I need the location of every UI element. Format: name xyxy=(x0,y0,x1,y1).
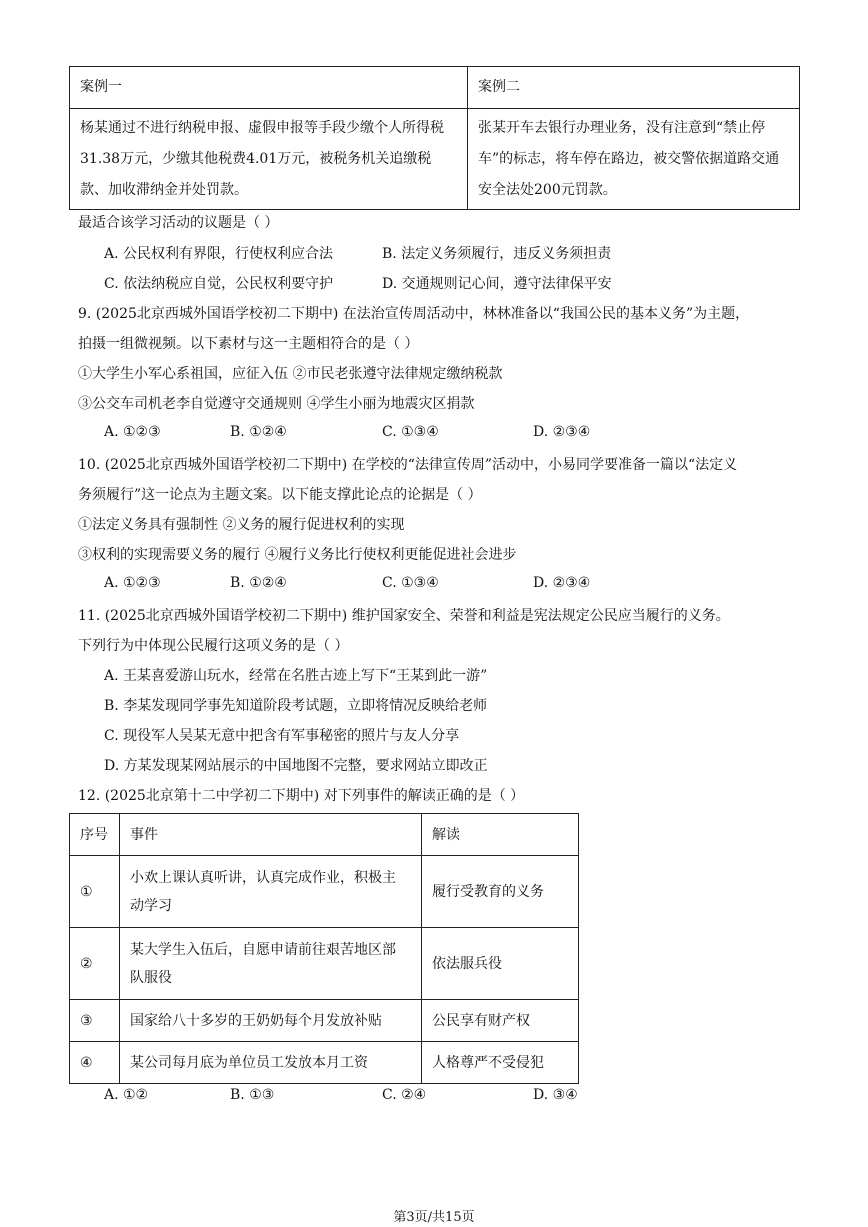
row-number: ② xyxy=(70,928,120,1000)
q9-items-line1: ①大学生小军心系祖国，应征入伍 ②市民老张遵守法律规定缴纳税款 xyxy=(78,366,503,382)
row-number: ④ xyxy=(70,1042,120,1084)
q12-option-c: C. ②④ xyxy=(382,1087,427,1103)
row-event xyxy=(120,856,422,928)
q9-stem-line1: 9. (2025北京西城外国语学校初二下期中) 在法治宣传周活动中，林林准备以“我国公民的基本义务”为主题， xyxy=(78,306,750,322)
q9-option-a: A. ①②③ xyxy=(104,424,161,440)
q12-stem: 12. (2025北京第十二中学初二下期中) 对下列事件的解读正确的是（ ） xyxy=(78,788,525,804)
q11-stem-line1: 11. (2025北京西城外国语学校初二下期中) 维护国家安全、荣誉和利益是宪法规定公民应当履行的义务。 xyxy=(78,608,730,624)
row-event: 某公司每月底为单位员工发放本月工资 xyxy=(120,1042,422,1084)
case-header-1: 案例一 xyxy=(70,67,468,109)
case-2-text: 张某开车去银行办理业务，没有注意到“禁止停车”的标志，将车停在路边，被交警依据道路交通安全法处200元罚款。 xyxy=(468,109,800,210)
row-reading: 公民享有财产权 xyxy=(422,1000,579,1042)
q9-items-line2: ③公交车司机老李自觉遵守交通规则 ④学生小丽为地震灾区捐款 xyxy=(78,396,475,412)
q12-option-b: B. ①③ xyxy=(230,1087,275,1103)
event-table xyxy=(69,813,579,1084)
q9-option-c: C. ①③④ xyxy=(382,424,439,440)
row-number: ① xyxy=(70,856,120,928)
q11-stem-line2: 下列行为中体现公民履行这项义务的是（ ） xyxy=(78,638,349,654)
q8-option-d: D. 交通规则记心间，遵守法律保平安 xyxy=(382,276,612,292)
event-table-header-reading: 解读 xyxy=(422,814,579,856)
q10-stem-line1: 10. (2025北京西城外国语学校初二下期中) 在学校的“法律宣传周”活动中，小易同学要准备一篇以“法定义 xyxy=(78,457,738,473)
table-row xyxy=(70,1042,579,1084)
row-event xyxy=(120,928,422,1000)
row-reading: 人格尊严不受侵犯 xyxy=(422,1042,579,1084)
event-table-header-no: 序号 xyxy=(70,814,120,856)
q12-option-a: A. ①② xyxy=(104,1087,149,1103)
table-row xyxy=(70,1000,579,1042)
q10-items-line2: ③权利的实现需要义务的履行 ④履行义务比行使权利更能促进社会进步 xyxy=(78,547,517,563)
row-event-line: 动学习 xyxy=(130,897,172,914)
q11-option-a: A. 王某喜爱游山玩水，经常在名胜古迹上写下“王某到此一游” xyxy=(104,668,488,684)
q8-option-c: C. 依法纳税应自觉，公民权利要守护 xyxy=(104,276,334,292)
q10-option-d: D. ②③④ xyxy=(533,575,591,591)
case-table xyxy=(69,66,800,210)
table-row xyxy=(70,928,579,1000)
q10-option-a: A. ①②③ xyxy=(104,575,161,591)
row-number: ③ xyxy=(70,1000,120,1042)
q10-option-c: C. ①③④ xyxy=(382,575,439,591)
row-event-line: 小欢上课认真听讲，认真完成作业，积极主 xyxy=(130,869,396,886)
case-header-2: 案例二 xyxy=(468,67,800,109)
row-reading: 依法服兵役 xyxy=(422,928,579,1000)
q8-option-b: B. 法定义务须履行，违反义务须担责 xyxy=(382,246,612,262)
event-table-header-event: 事件 xyxy=(120,814,422,856)
row-event-line: 某大学生入伍后，自愿申请前往艰苦地区部 xyxy=(130,941,396,958)
row-event: 国家给八十多岁的王奶奶每个月发放补贴 xyxy=(120,1000,422,1042)
q12-option-d: D. ③④ xyxy=(533,1087,578,1103)
row-reading: 履行受教育的义务 xyxy=(422,856,579,928)
q10-stem-line2: 务须履行”这一论点为主题文案。以下能支撑此论点的论据是（ ） xyxy=(78,487,482,503)
q10-option-b: B. ①②④ xyxy=(230,575,287,591)
q8-stem: 最适合该学习活动的议题是（ ） xyxy=(78,215,279,231)
q9-option-b: B. ①②④ xyxy=(230,424,287,440)
q11-option-c: C. 现役军人吴某无意中把含有军事秘密的照片与友人分享 xyxy=(104,728,460,744)
q11-option-b: B. 李某发现同学事先知道阶段考试题，立即将情况反映给老师 xyxy=(104,698,488,714)
q11-option-d: D. 方某发现某网站展示的中国地图不完整，要求网站立即改正 xyxy=(104,758,488,774)
q9-stem-line2: 拍摄一组微视频。以下素材与这一主题相符合的是（ ） xyxy=(78,336,419,352)
q8-option-a: A. 公民权利有界限，行使权利应合法 xyxy=(104,246,334,262)
case-1-text: 杨某通过不进行纳税申报、虚假申报等手段少缴个人所得税31.38万元，少缴其他税费4.01万元，被税务机关追缴税款、加收滞纳金并处罚款。 xyxy=(70,109,468,210)
q10-items-line1: ①法定义务具有强制性 ②义务的履行促进权利的实现 xyxy=(78,517,405,533)
row-event-line: 队服役 xyxy=(130,969,172,986)
table-row xyxy=(70,856,579,928)
page-footer: 第3页/共15页 xyxy=(393,1210,475,1225)
q9-option-d: D. ②③④ xyxy=(533,424,591,440)
